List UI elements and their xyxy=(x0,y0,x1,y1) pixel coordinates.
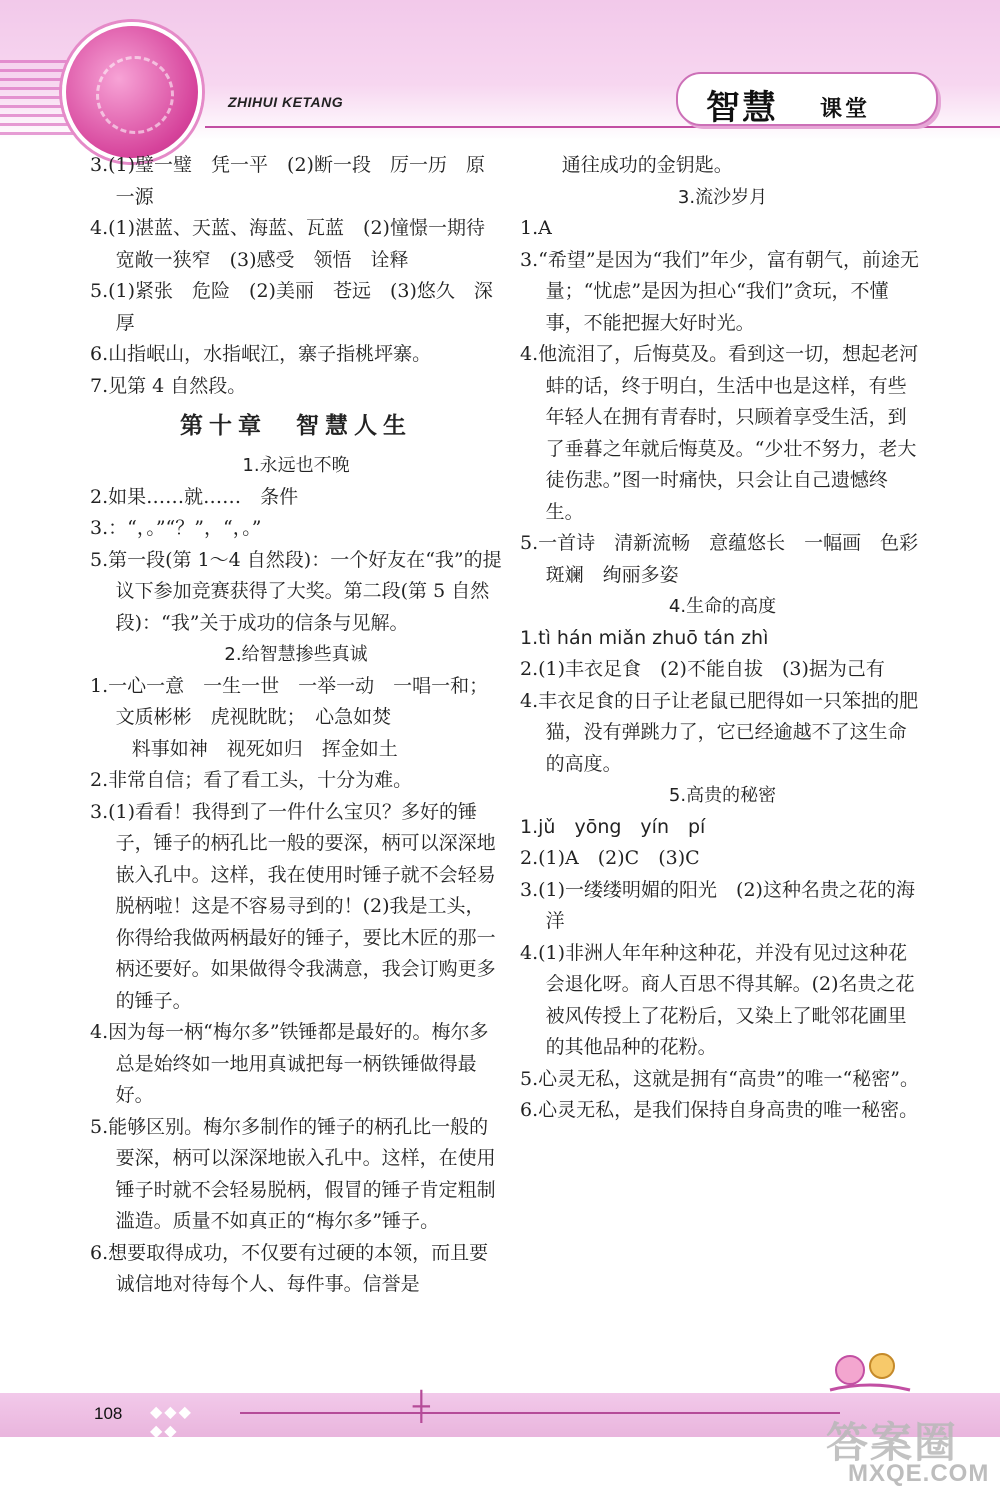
section-title: 2.给智慧掺些真诚 xyxy=(224,644,368,665)
chapter-title: 第十章 智慧人生 xyxy=(180,413,412,439)
answer-line: 1.A xyxy=(520,217,552,239)
section-title: 3.流沙岁月 xyxy=(677,186,768,208)
answer-line: 1.tì hán miǎn zhuō tán zhì xyxy=(520,626,769,649)
answer-line: 4.(1)非洲人年年种这种花，并没有见过这种花会退化呀。商人百思不得其解。(2)名贵之花被风传授上了花粉后，又染上了毗邻花圃里的其他品种的花粉。 xyxy=(520,941,915,1058)
watermark-url: MXQE.COM xyxy=(848,1460,990,1487)
answer-line: 5.能够区别。梅尔多制作的锤子的柄孔比一般的要深，柄可以深深地嵌入孔中。这样，在使用锤子时就不会轻易脱柄，假冒的锤子肯定粗制滥造。质量不如真正的“梅尔多”锤子。 xyxy=(90,1115,496,1232)
brand-title: 智慧 xyxy=(706,88,778,128)
answer-line: 6.想要取得成功，不仅要有过硬的本领，而且要诚信地对待每个人、每件事。信誉是 xyxy=(90,1241,489,1295)
answer-line: 3.“希望”是因为“我们”年少，富有朝气，前途无量；“忧虑”是因为担心“我们”贪玩，不懂事，不能把握大好时光。 xyxy=(520,248,919,334)
answer-line: 5.一首诗 清新流畅 意蕴悠长 一幅画 色彩斑斓 绚丽多姿 xyxy=(520,532,919,586)
footer-rule xyxy=(240,1412,840,1414)
bear-face-icon xyxy=(96,56,174,134)
answer-line: 6.心灵无私，是我们保持自身高贵的唯一秘密。 xyxy=(520,1099,919,1121)
section-title: 1.永远也不晚 xyxy=(242,455,350,476)
watermark-logo: 答案圈 xyxy=(826,1418,959,1467)
answer-line: 3.(1)璧一璧 凭一平 (2)断一段 厉一历 原一源 xyxy=(90,154,485,208)
bear-logo-icon xyxy=(62,22,202,162)
answer-line: 1.一心一意 一生一世 一举一动 一唱一和；文质彬彬 虎视眈眈； 心急如焚 xyxy=(90,674,489,728)
answer-line: 4.(1)湛蓝、天蓝、海蓝、瓦蓝 (2)憧憬一期待 宽敞一狭窄 (3)感受 领悟 诠释 xyxy=(90,217,504,271)
answer-line: 1.jǔ yōng yín pí xyxy=(520,815,706,838)
page-number: 108 xyxy=(94,1404,123,1423)
left-column xyxy=(90,150,502,1301)
section-title: 4.生命的高度 xyxy=(668,596,777,617)
answer-line: 3.(1)一缕缕明媚的阳光 (2)这种名贵之花的海洋 xyxy=(520,878,915,932)
brand-pinyin: ZHIHUI KETANG xyxy=(228,94,344,110)
answer-line: 6.山指岷山，水指岷江，寨子指桃坪寨。 xyxy=(90,343,432,365)
mascot-icon xyxy=(820,1340,920,1400)
answer-line: 2.非常自信；看了看工头，十分为难。 xyxy=(90,769,413,791)
answer-line: 料事如神 视死如归 挥金如土 xyxy=(131,737,398,760)
answer-line: 3.(1)看看！我得到了一件什么宝贝？多好的锤子，锤子的柄孔比一般的要深，柄可以深深地嵌入孔中。这样，我在使用时锤子就不会轻易脱柄啦！这是不容易寻到的！(2)我是工头，你得给我做两柄最好的锤子，要比木匠的那一柄还要好。如果做得令我满意，我会订购更多的锤子。 xyxy=(90,800,496,1012)
answer-line: 3.：“，。”“？”，“，。” xyxy=(90,517,262,539)
diamond-dots-icon: ◆◆◆ ◆◆ xyxy=(150,1402,193,1440)
answer-line: 2.(1)A (2)C (3)C xyxy=(520,847,700,869)
answer-line: 5.(1)紧张 危险 (2)美丽 苍远 (3)悠久 深厚 xyxy=(90,280,493,334)
answer-line: 通往成功的金钥匙。 xyxy=(561,154,733,176)
answer-line: 7.见第 4 自然段。 xyxy=(90,374,247,397)
answer-line: 2.(1)丰衣足食 (2)不能自拔 (3)据为己有 xyxy=(520,658,885,680)
answer-line: 4.丰衣足食的日子让老鼠已肥得如一只笨拙的肥猫，没有弹跳力了，它已经逾越不了这生命的高度。 xyxy=(520,689,919,775)
section-title: 5.高贵的秘密 xyxy=(668,785,777,806)
answer-line: 4.因为每一柄“梅尔多”铁锤都是最好的。梅尔多总是始终如一地用真诚把每一柄铁锤做得最好。 xyxy=(90,1021,489,1106)
answer-line: 5.第一段(第 1～4 自然段)：一个好友在“我”的提议下参加竞赛获得了大奖。第二段(第 5 自然段)：“我”关于成功的信条与见解。 xyxy=(90,548,502,634)
answer-line: 2.如果……就…… 条件 xyxy=(90,485,299,508)
answer-line: 5.心灵无私，这就是拥有“高贵”的唯一“秘密”。 xyxy=(520,1067,919,1090)
brand-subtitle: 课堂 xyxy=(820,97,871,122)
cross-ornament-icon: ┼ xyxy=(413,1390,430,1423)
right-column xyxy=(520,150,925,1127)
answer-line: 4.他流泪了，后悔莫及。看到这一切，想起老河蚌的话，终于明白，生活中也是这样，有些年轻人在拥有青春时，只顾着享受生活，到了垂暮之年就后悔莫及。“少壮不努力，老大徒伤悲。”图一时痛快，只会让自己遗憾终生。 xyxy=(520,343,919,523)
header-rule xyxy=(205,126,1000,128)
